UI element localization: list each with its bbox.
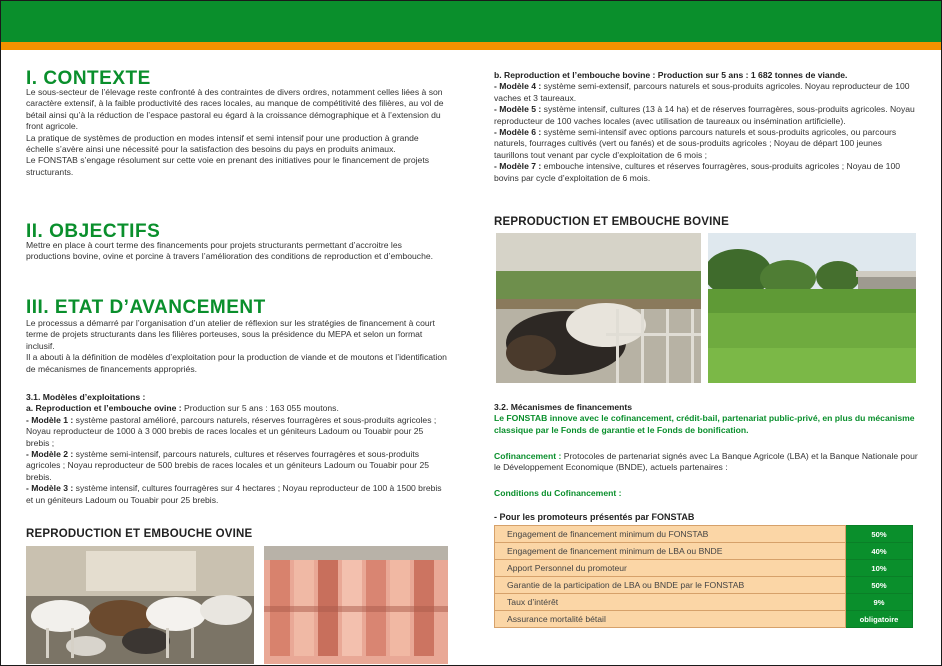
contexte-title: I. CONTEXTE <box>26 68 151 89</box>
table-row <box>495 594 913 611</box>
bovine-models <box>494 70 918 184</box>
etat-p1: Le processus a démarré par l’organisation d’un atelier de réflexion sur les stratégies de financement à court terme de projets structurants dans les filières porteuses, sous la présidence du MEPA et selon un format inclusif. <box>26 318 435 351</box>
objectifs-title: II. OBJECTIFS <box>26 221 161 242</box>
model-text: système semi-intensif, parcours naturels, cultures et réserves fourragères et sous-produits agricoles ; Noyau reproducteur de 500 brebis de races locales et un géniteurs Ladoum ou Touabir pour 25 brebis. <box>26 449 430 482</box>
model-text: système semi-intensif avec options parcours naturels et sous-produits agricoles, ou parcours naturels, fourrages cultivés (vert ou fanés) et de sous-produits agricoles ; Noyau de départ 100 jeunes taurillons tout venant par cycle d’exploitation de 6 mois ; <box>494 127 897 160</box>
ovine-heading <box>26 403 448 414</box>
cofinancement-table <box>494 525 913 628</box>
ovine-photo-title: REPRODUCTION ET EMBOUCHE OVINE <box>26 528 253 540</box>
ovine-models <box>26 392 448 506</box>
cofinancement-desc: Protocoles de partenariat signés avec La Banque Agricole (LBA) et la Banque Nationale pour le Développement Economique (BNDE), actuels partenaires : <box>494 451 918 473</box>
table-label: Taux d’intérêt <box>495 594 846 611</box>
table-label: Assurance mortalité bétail <box>495 611 846 628</box>
table-label: Engagement de financement minimum du FONSTAB <box>495 526 846 543</box>
table-row <box>495 526 913 543</box>
model-label: - Modèle 7 : <box>494 161 542 172</box>
model-label: - Modèle 4 : <box>494 81 542 92</box>
cattle-stable-photo <box>496 233 701 383</box>
models-title: 3.1. Modèles d’exploitations : <box>26 392 146 402</box>
objectifs-text <box>26 240 448 263</box>
cofinancement-text <box>494 451 918 474</box>
header-green-band <box>0 0 942 42</box>
bovine-model-5 <box>494 104 918 127</box>
model-label: - Modèle 1 : <box>26 414 74 425</box>
model-label: - Modèle 6 : <box>494 127 542 138</box>
model-text: système pastoral amélioré, parcours naturels, réserves fourragères et sous-produits agricoles ; Noyau reproducteur de 1000 à 3 000 brebis de races locales et un géniteurs Ladoum ou Touabir pour 25 brebis ; <box>26 414 437 448</box>
mecanismes-title: 3.2. Mécanismes de financements <box>494 402 633 412</box>
table-label: Garantie de la participation de LBA ou BNDE par le FONSTAB <box>495 577 846 594</box>
contexte-p2: La pratique de systèmes de production en modes intensif et semi intensif pour une production à grande échelle s’avère ainsi une nécessité pour la satisfaction des besoins du pays en produits animaux. <box>26 132 419 155</box>
etat-text <box>26 318 448 375</box>
table-row <box>495 611 913 628</box>
model-text: système semi-extensif, parcours naturels et sous-produits agricoles. Noyau reproducteur de 100 vaches et 3 taureaux. <box>494 81 910 103</box>
bovine-heading: b. Reproduction et l’embouche bovine : Production sur 5 ans : 1 682 tonnes de viande. <box>494 70 848 80</box>
table-row <box>495 543 913 560</box>
promoteurs-title: - Pour les promoteurs présentés par FONSTAB <box>494 512 695 522</box>
model-label: - Modèle 5 : <box>494 104 542 115</box>
etat-title: III. ETAT D’AVANCEMENT <box>26 297 266 318</box>
table-value: 40% <box>846 543 913 560</box>
table-value: 10% <box>846 560 913 577</box>
bovine-model-6 <box>494 127 918 161</box>
bovine-model-4 <box>494 81 918 104</box>
model-text: système intensif, cultures fourragères sur 4 hectares ; Noyau reproducteur de 100 à 1500 brebis et un géniteurs Ladoum ou Touabir pour 25 brebis. <box>26 483 442 505</box>
table-value: 50% <box>846 577 913 594</box>
mecanismes-intro: Le FONSTAB innove avec le cofinancement, crédit-bail, partenariat public-privé, en plus du mécanisme classique par le Fonds de garantie et le Fonds de bonification. <box>494 413 915 435</box>
model-label: - Modèle 3 : <box>26 483 74 494</box>
model-text: embouche intensive, cultures et réserves fourragères, sous-produits agricoles ; Noyau de 100 bovins par cycle d’exploitation de 6 mois. <box>494 161 901 183</box>
ovine-heading-bold: a. Reproduction et l’embouche ovine : <box>26 403 182 414</box>
objectifs-p1: Mettre en place à court terme des financements pour projets structurants permettant d’accroitre les productions bovine, ovine et porcine à travers l’amélioration des conditions de reproduction et d’embouche. <box>26 240 434 262</box>
cofinancement-label: Cofinancement : <box>494 451 562 461</box>
ovine-model-3 <box>26 483 448 506</box>
ovine-heading-rest: Production sur 5 ans : 163 055 moutons. <box>181 403 339 414</box>
table-value: obligatoire <box>846 611 913 628</box>
mecanismes-section <box>494 402 918 436</box>
table-row <box>495 577 913 594</box>
meat-carcasses-photo <box>264 546 448 664</box>
table-label: Apport Personnel du promoteur <box>495 560 846 577</box>
ovine-model-2 <box>26 449 448 483</box>
etat-p2: Il a abouti à la définition de modèles d’exploitation pour la production de viande et de moutons et l’identification de mécanismes de financements appropriés. <box>26 352 447 374</box>
table-row <box>495 560 913 577</box>
contexte-p1: Le sous-secteur de l’élevage reste confronté à des contraintes de divers ordres, notamment celles liées à son caractère extensif, à la faible productivité des races locales, au manque de compétitivité des filières, au vol de bétail ainsi qu’à la réduction de l’espace pastoral eu égard à la croissance démographique et à l’extension du front agricole. <box>26 87 444 132</box>
table-label: Engagement de financement minimum de LBA ou BNDE <box>495 543 846 560</box>
table-value: 9% <box>846 594 913 611</box>
bovine-photo-title: REPRODUCTION ET EMBOUCHE BOVINE <box>494 216 729 228</box>
table-value: 50% <box>846 526 913 543</box>
header-orange-stripe <box>0 42 942 50</box>
bovine-model-7 <box>494 161 918 184</box>
model-label: - Modèle 2 : <box>26 449 74 460</box>
sheep-photo <box>26 546 254 664</box>
pasture-farm-photo <box>708 233 916 383</box>
contexte-text <box>26 87 448 178</box>
model-text: système intensif, cultures (13 à 14 ha) et de réserves fourragères, sous-produits agricoles. Noyau reproducteur de 100 vaches locales (avec utilisation de taureaux ou insémination artificielle). <box>494 104 915 126</box>
ovine-model-1 <box>26 415 448 449</box>
conditions-title: Conditions du Cofinancement : <box>494 488 622 498</box>
contexte-p3: Le FONSTAB s’engage résolument sur cette voie en prenant des initiatives pour le financement de projets structurants. <box>26 155 430 177</box>
